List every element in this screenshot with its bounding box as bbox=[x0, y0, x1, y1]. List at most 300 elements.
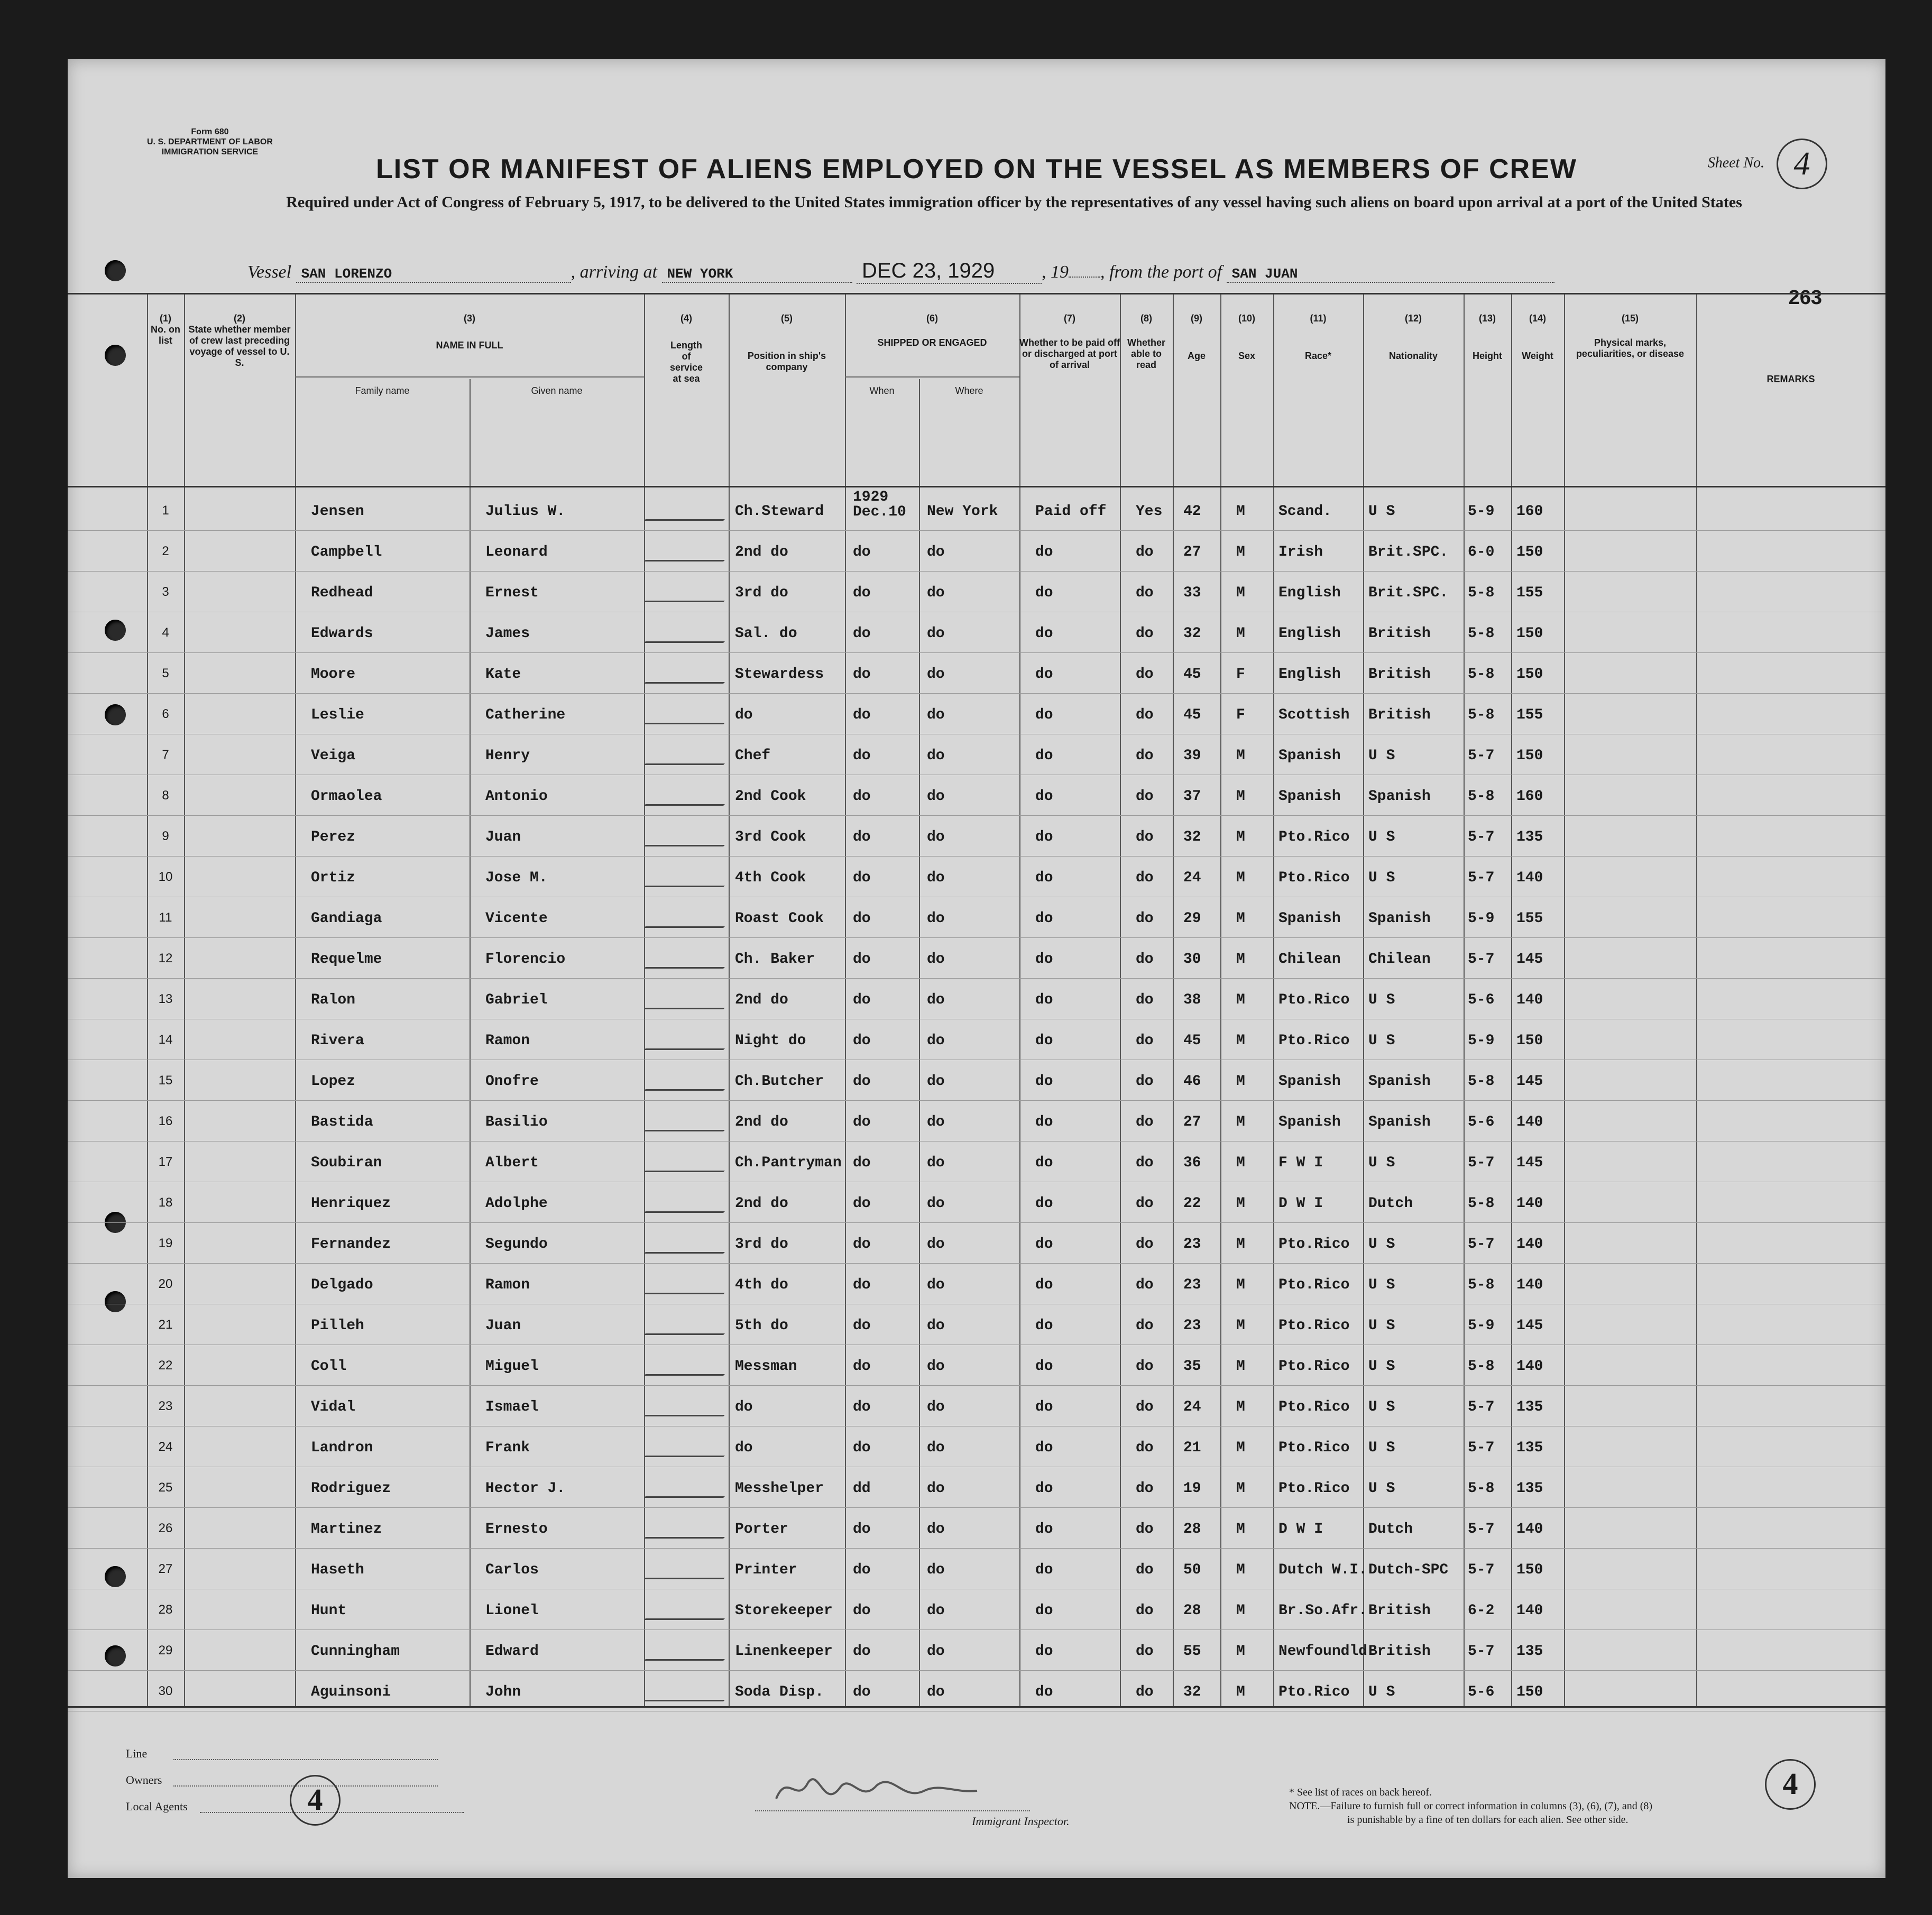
header-family-name: Family name bbox=[355, 385, 410, 396]
nationality: U S bbox=[1368, 1318, 1395, 1334]
race: Irish bbox=[1278, 544, 1323, 560]
height: 5-8 bbox=[1468, 585, 1495, 601]
sex: M bbox=[1236, 1195, 1245, 1212]
height: 5-8 bbox=[1468, 1073, 1495, 1090]
weight: 155 bbox=[1516, 707, 1543, 723]
row-rule bbox=[68, 1548, 1885, 1549]
height: 5-9 bbox=[1468, 1033, 1495, 1049]
given-name: Miguel bbox=[485, 1358, 539, 1375]
row-rule bbox=[68, 530, 1885, 531]
shipped-when: do bbox=[853, 1358, 871, 1375]
able-to-read: do bbox=[1136, 1033, 1154, 1049]
age: 39 bbox=[1183, 748, 1201, 764]
paid-off: do bbox=[1035, 1684, 1053, 1700]
given-name: Carlos bbox=[485, 1562, 539, 1578]
header-col-8: (8) Whether able to read bbox=[1127, 313, 1165, 370]
race: D W I bbox=[1278, 1521, 1323, 1537]
stamp-left: 4 bbox=[290, 1775, 341, 1826]
weight: 145 bbox=[1516, 1073, 1543, 1090]
paid-off: do bbox=[1035, 1358, 1053, 1375]
weight: 140 bbox=[1516, 1358, 1543, 1375]
nationality: Brit.SPC. bbox=[1368, 585, 1449, 601]
vessel-name: SAN LORENZO bbox=[296, 266, 571, 283]
nationality: Dutch bbox=[1368, 1521, 1413, 1537]
height: 5-8 bbox=[1468, 707, 1495, 723]
shipped-when: do bbox=[853, 1684, 871, 1700]
position: Night do bbox=[735, 1033, 806, 1049]
weight: 150 bbox=[1516, 625, 1543, 642]
given-name: Florencio bbox=[485, 951, 566, 968]
arriving-label: , arriving at bbox=[571, 262, 657, 282]
shipped-where: do bbox=[927, 910, 945, 927]
able-to-read: do bbox=[1136, 1073, 1154, 1090]
column-divider bbox=[1363, 294, 1364, 1706]
position: Storekeeper bbox=[735, 1603, 833, 1619]
sex: M bbox=[1236, 910, 1245, 927]
age: 24 bbox=[1183, 1399, 1201, 1415]
family-name: Rivera bbox=[311, 1033, 364, 1049]
row-rule bbox=[68, 815, 1885, 816]
manifest-sheet bbox=[68, 59, 1885, 1878]
shipped-when: do bbox=[853, 1033, 871, 1049]
given-name: Ramon bbox=[485, 1277, 530, 1293]
shipped-when: dd bbox=[853, 1480, 871, 1497]
service-name: IMMIGRATION SERVICE bbox=[161, 148, 259, 156]
row-number: 24 bbox=[158, 1440, 173, 1454]
row-rule bbox=[68, 1670, 1885, 1671]
row-number: 10 bbox=[158, 870, 173, 884]
nationality: Brit.SPC. bbox=[1368, 544, 1449, 560]
age: 22 bbox=[1183, 1195, 1201, 1212]
row-number: 16 bbox=[158, 1114, 173, 1128]
owners-label: Owners bbox=[126, 1773, 162, 1787]
row-rule bbox=[68, 1629, 1885, 1630]
able-to-read: Yes bbox=[1136, 503, 1163, 520]
header-remarks: REMARKS bbox=[1767, 374, 1815, 384]
column-divider bbox=[1464, 294, 1465, 1706]
shipped-where: do bbox=[927, 829, 945, 845]
subheader-rule bbox=[295, 376, 644, 378]
height: 5-8 bbox=[1468, 788, 1495, 805]
paid-off: do bbox=[1035, 544, 1053, 560]
height: 5-7 bbox=[1468, 1521, 1495, 1537]
paid-off: do bbox=[1035, 1643, 1053, 1660]
shipped-when: do bbox=[853, 951, 871, 968]
vessel-line bbox=[247, 259, 1554, 284]
column-divider bbox=[644, 294, 645, 1706]
shipped-when: do bbox=[853, 1603, 871, 1619]
age: 29 bbox=[1183, 910, 1201, 927]
position: Messhelper bbox=[735, 1480, 824, 1497]
row-number: 27 bbox=[158, 1562, 173, 1576]
row-number: 30 bbox=[158, 1684, 173, 1698]
sex: M bbox=[1236, 748, 1245, 764]
able-to-read: do bbox=[1136, 707, 1154, 723]
row-number: 12 bbox=[158, 951, 173, 965]
race: Pto.Rico bbox=[1278, 1358, 1350, 1375]
able-to-read: do bbox=[1136, 1358, 1154, 1375]
paid-off: do bbox=[1035, 951, 1053, 968]
shipped-where: do bbox=[927, 625, 945, 642]
sex: M bbox=[1236, 544, 1245, 560]
family-name: Ralon bbox=[311, 992, 356, 1008]
able-to-read: do bbox=[1136, 1480, 1154, 1497]
sex: M bbox=[1236, 992, 1245, 1008]
position: 3rd do bbox=[735, 585, 788, 601]
height: 5-8 bbox=[1468, 1277, 1495, 1293]
race: Pto.Rico bbox=[1278, 992, 1350, 1008]
position: Printer bbox=[735, 1562, 797, 1578]
weight: 135 bbox=[1516, 1440, 1543, 1456]
header-col-6: (6) SHIPPED OR ENGAGED bbox=[877, 313, 987, 348]
weight: 155 bbox=[1516, 910, 1543, 927]
weight: 150 bbox=[1516, 544, 1543, 560]
weight: 145 bbox=[1516, 1318, 1543, 1334]
row-rule bbox=[68, 571, 1885, 572]
position: 4th do bbox=[735, 1277, 788, 1293]
position: 2nd do bbox=[735, 1195, 788, 1212]
position: 4th Cook bbox=[735, 870, 806, 886]
height: 5-7 bbox=[1468, 1155, 1495, 1171]
given-name: Leonard bbox=[485, 544, 548, 560]
position: 5th do bbox=[735, 1318, 788, 1334]
age: 27 bbox=[1183, 1114, 1201, 1130]
row-number: 25 bbox=[158, 1480, 173, 1495]
height: 5-8 bbox=[1468, 625, 1495, 642]
shipped-where: do bbox=[927, 1073, 945, 1090]
row-number: 17 bbox=[158, 1155, 173, 1169]
header-col-7: (7) Whether to be paid off or discharged at port of arrival bbox=[1019, 313, 1120, 370]
shipped-where: do bbox=[927, 1236, 945, 1253]
column-divider bbox=[1696, 294, 1697, 1706]
nationality: U S bbox=[1368, 1440, 1395, 1456]
footnote-penalty-cont: is punishable by a fine of ten dollars for each alien. See other side. bbox=[1347, 1814, 1629, 1826]
age: 23 bbox=[1183, 1277, 1201, 1293]
family-name: Campbell bbox=[311, 544, 382, 560]
family-name: Rodriguez bbox=[311, 1480, 391, 1497]
sex: M bbox=[1236, 870, 1245, 886]
nationality: British bbox=[1368, 666, 1431, 683]
able-to-read: do bbox=[1136, 1399, 1154, 1415]
nationality: Dutch bbox=[1368, 1195, 1413, 1212]
shipped-when: 1929 Dec.10 bbox=[853, 489, 906, 520]
paid-off: do bbox=[1035, 1318, 1053, 1334]
race: Pto.Rico bbox=[1278, 1440, 1350, 1456]
weight: 160 bbox=[1516, 503, 1543, 520]
able-to-read: do bbox=[1136, 1155, 1154, 1171]
position: Messman bbox=[735, 1358, 797, 1375]
nationality: U S bbox=[1368, 1277, 1395, 1293]
race: D W I bbox=[1278, 1195, 1323, 1212]
weight: 135 bbox=[1516, 829, 1543, 845]
row-number: 9 bbox=[162, 829, 169, 843]
row-number: 29 bbox=[158, 1643, 173, 1658]
sex: M bbox=[1236, 1399, 1245, 1415]
family-name: Landron bbox=[311, 1440, 373, 1456]
weight: 145 bbox=[1516, 1155, 1543, 1171]
shipped-where: do bbox=[927, 748, 945, 764]
able-to-read: do bbox=[1136, 544, 1154, 560]
row-number: 23 bbox=[158, 1399, 173, 1413]
position: Linenkeeper bbox=[735, 1643, 833, 1660]
height: 5-6 bbox=[1468, 1684, 1495, 1700]
paid-off: do bbox=[1035, 1195, 1053, 1212]
race: English bbox=[1278, 625, 1341, 642]
race: Newfoundld bbox=[1278, 1643, 1368, 1660]
able-to-read: do bbox=[1136, 1521, 1154, 1537]
race: English bbox=[1278, 585, 1341, 601]
position: Ch.Steward bbox=[735, 503, 824, 520]
family-name: Ortiz bbox=[311, 870, 356, 886]
given-name: Vicente bbox=[485, 910, 548, 927]
paid-off: Paid off bbox=[1035, 503, 1107, 520]
paid-off: do bbox=[1035, 1521, 1053, 1537]
shipped-when: do bbox=[853, 585, 871, 601]
shipped-where: do bbox=[927, 1480, 945, 1497]
shipped-where: do bbox=[927, 1440, 945, 1456]
family-name: Soubiran bbox=[311, 1155, 382, 1171]
sex: M bbox=[1236, 1033, 1245, 1049]
nationality: Spanish bbox=[1368, 788, 1431, 805]
given-name: Segundo bbox=[485, 1236, 548, 1253]
sex: M bbox=[1236, 1684, 1245, 1700]
family-name: Edwards bbox=[311, 625, 373, 642]
position: Stewardess bbox=[735, 666, 824, 683]
given-name: Kate bbox=[485, 666, 521, 683]
row-rule bbox=[68, 652, 1885, 653]
sex: F bbox=[1236, 707, 1245, 723]
position: 2nd Cook bbox=[735, 788, 806, 805]
weight: 140 bbox=[1516, 1277, 1543, 1293]
able-to-read: do bbox=[1136, 910, 1154, 927]
position: Sal. do bbox=[735, 625, 797, 642]
nationality: Spanish bbox=[1368, 910, 1431, 927]
inspector-signature-line bbox=[755, 1810, 1030, 1811]
age: 45 bbox=[1183, 707, 1201, 723]
inspector-label: Immigrant Inspector. bbox=[972, 1815, 1070, 1828]
position: 2nd do bbox=[735, 992, 788, 1008]
row-rule bbox=[68, 978, 1885, 979]
given-name: Frank bbox=[485, 1440, 530, 1456]
height: 5-7 bbox=[1468, 1399, 1495, 1415]
column-divider bbox=[1511, 294, 1512, 1706]
family-name: Fernandez bbox=[311, 1236, 391, 1253]
shipped-when: do bbox=[853, 1318, 871, 1334]
form-number: Form 680 bbox=[191, 127, 229, 136]
given-name: Jose M. bbox=[485, 870, 548, 886]
sheet-label: Sheet No. bbox=[1707, 154, 1764, 171]
column-divider bbox=[295, 294, 296, 1706]
paid-off: do bbox=[1035, 1277, 1053, 1293]
row-number: 28 bbox=[158, 1603, 173, 1617]
race: Pto.Rico bbox=[1278, 1277, 1350, 1293]
position: Roast Cook bbox=[735, 910, 824, 927]
shipped-when: do bbox=[853, 829, 871, 845]
sex: M bbox=[1236, 585, 1245, 601]
given-name: Julius W. bbox=[485, 503, 566, 520]
able-to-read: do bbox=[1136, 951, 1154, 968]
nationality: U S bbox=[1368, 1399, 1395, 1415]
able-to-read: do bbox=[1136, 1195, 1154, 1212]
weight: 140 bbox=[1516, 1236, 1543, 1253]
age: 32 bbox=[1183, 625, 1201, 642]
arrival-port: NEW YORK bbox=[662, 266, 852, 283]
shipped-where: do bbox=[927, 1399, 945, 1415]
row-number: 20 bbox=[158, 1277, 173, 1291]
row-number: 21 bbox=[158, 1318, 173, 1332]
shipped-where: do bbox=[927, 1521, 945, 1537]
page-number: 263 bbox=[1788, 287, 1822, 309]
race: F W I bbox=[1278, 1155, 1323, 1171]
shipped-where: do bbox=[927, 1155, 945, 1171]
paid-off: do bbox=[1035, 788, 1053, 805]
paid-off: do bbox=[1035, 1114, 1053, 1130]
family-name: Redhead bbox=[311, 585, 373, 601]
sex: M bbox=[1236, 1155, 1245, 1171]
header-bottom-rule bbox=[68, 486, 1885, 487]
age: 21 bbox=[1183, 1440, 1201, 1456]
weight: 150 bbox=[1516, 1033, 1543, 1049]
race: Pto.Rico bbox=[1278, 829, 1350, 845]
able-to-read: do bbox=[1136, 1318, 1154, 1334]
form-identifier bbox=[147, 127, 273, 157]
sex: M bbox=[1236, 503, 1245, 520]
age: 42 bbox=[1183, 503, 1201, 520]
height: 5-7 bbox=[1468, 1440, 1495, 1456]
footnote-penalty: NOTE.—Failure to furnish full or correct information in columns (3), (6), (7), and (8) bbox=[1289, 1800, 1653, 1812]
race: Pto.Rico bbox=[1278, 1684, 1350, 1700]
family-name: Perez bbox=[311, 829, 356, 845]
shipped-when: do bbox=[853, 1562, 871, 1578]
row-number: 1 bbox=[162, 503, 169, 518]
race: Spanish bbox=[1278, 788, 1341, 805]
shipped-where: do bbox=[927, 1643, 945, 1660]
race: Chilean bbox=[1278, 951, 1341, 968]
height: 6-2 bbox=[1468, 1603, 1495, 1619]
header-col-4: (4) Length of service at sea bbox=[669, 313, 703, 384]
able-to-read: do bbox=[1136, 1277, 1154, 1293]
sex: M bbox=[1236, 1114, 1245, 1130]
crew-table bbox=[68, 293, 1885, 1708]
shipped-where: do bbox=[927, 585, 945, 601]
weight: 140 bbox=[1516, 870, 1543, 886]
family-name: Coll bbox=[311, 1358, 347, 1375]
position: 2nd do bbox=[735, 1114, 788, 1130]
height: 5-7 bbox=[1468, 951, 1495, 968]
paid-off: do bbox=[1035, 1033, 1053, 1049]
given-name: Basilio bbox=[485, 1114, 548, 1130]
able-to-read: do bbox=[1136, 1562, 1154, 1578]
given-name: James bbox=[485, 625, 530, 642]
position: do bbox=[735, 707, 753, 723]
nationality: British bbox=[1368, 1643, 1431, 1660]
paid-off: do bbox=[1035, 1603, 1053, 1619]
sex: M bbox=[1236, 1521, 1245, 1537]
weight: 140 bbox=[1516, 1603, 1543, 1619]
race: Br.So.Afr. bbox=[1278, 1603, 1368, 1619]
shipped-when: do bbox=[853, 1114, 871, 1130]
row-number: 5 bbox=[162, 666, 169, 680]
year-label: , 19 bbox=[1042, 262, 1069, 282]
height: 5-7 bbox=[1468, 748, 1495, 764]
document-title: LIST OR MANIFEST OF ALIENS EMPLOYED ON THE VESSEL AS MEMBERS OF CREW bbox=[376, 154, 1577, 185]
weight: 160 bbox=[1516, 788, 1543, 805]
position: Soda Disp. bbox=[735, 1684, 824, 1700]
given-name: Ismael bbox=[485, 1399, 539, 1415]
nationality: U S bbox=[1368, 748, 1395, 764]
family-name: Martinez bbox=[311, 1521, 382, 1537]
nationality: U S bbox=[1368, 1480, 1395, 1497]
age: 32 bbox=[1183, 829, 1201, 845]
weight: 150 bbox=[1516, 748, 1543, 764]
shipped-when: do bbox=[853, 870, 871, 886]
header-col-15: (15) Physical marks, peculiarities, or disease bbox=[1576, 313, 1685, 359]
column-divider bbox=[1173, 294, 1174, 1706]
able-to-read: do bbox=[1136, 625, 1154, 642]
paid-off: do bbox=[1035, 910, 1053, 927]
race: Pto.Rico bbox=[1278, 870, 1350, 886]
given-name: Catherine bbox=[485, 707, 566, 723]
paid-off: do bbox=[1035, 1562, 1053, 1578]
age: 38 bbox=[1183, 992, 1201, 1008]
given-name: Edward bbox=[485, 1643, 539, 1660]
row-number: 18 bbox=[158, 1195, 173, 1210]
paid-off: do bbox=[1035, 829, 1053, 845]
age: 24 bbox=[1183, 870, 1201, 886]
sex: F bbox=[1236, 666, 1245, 683]
age: 55 bbox=[1183, 1643, 1201, 1660]
family-name: Delgado bbox=[311, 1277, 373, 1293]
age: 45 bbox=[1183, 1033, 1201, 1049]
family-name: Aguinsoni bbox=[311, 1684, 391, 1700]
sex: M bbox=[1236, 1562, 1245, 1578]
row-rule bbox=[68, 1100, 1885, 1101]
able-to-read: do bbox=[1136, 1643, 1154, 1660]
shipped-where: do bbox=[927, 992, 945, 1008]
height: 5-7 bbox=[1468, 829, 1495, 845]
header-col-10: (10) Sex bbox=[1238, 313, 1256, 361]
paid-off: do bbox=[1035, 585, 1053, 601]
family-name: Ormaolea bbox=[311, 788, 382, 805]
shipped-where: do bbox=[927, 870, 945, 886]
shipped-where: do bbox=[927, 1562, 945, 1578]
shipped-when: do bbox=[853, 544, 871, 560]
row-number: 4 bbox=[162, 625, 169, 640]
family-name: Gandiaga bbox=[311, 910, 382, 927]
nationality: Spanish bbox=[1368, 1073, 1431, 1090]
height: 5-8 bbox=[1468, 1480, 1495, 1497]
race: Pto.Rico bbox=[1278, 1399, 1350, 1415]
nationality: Chilean bbox=[1368, 951, 1431, 968]
header-col-2: (2) State whether member of crew last preceding voyage of vessel to U. S. bbox=[188, 313, 291, 368]
height: 5-9 bbox=[1468, 503, 1495, 520]
row-rule bbox=[68, 1222, 1885, 1223]
height: 5-8 bbox=[1468, 1195, 1495, 1212]
height: 5-8 bbox=[1468, 1358, 1495, 1375]
given-name: Albert bbox=[485, 1155, 539, 1171]
race: Spanish bbox=[1278, 748, 1341, 764]
header-col-1: (1) No. on list bbox=[151, 313, 180, 346]
nationality: U S bbox=[1368, 829, 1395, 845]
race: Scottish bbox=[1278, 707, 1350, 723]
document-subtitle: Required under Act of Congress of February 5, 1917, to be delivered to the United States immigration officer by the representatives of any vessel having such aliens on board upon arrival at a port of the United States bbox=[286, 194, 1742, 211]
family-name: Veiga bbox=[311, 748, 356, 764]
row-rule bbox=[68, 856, 1885, 857]
sex: M bbox=[1236, 1358, 1245, 1375]
race: Scand. bbox=[1278, 503, 1332, 520]
sheet-number-value: 4 bbox=[1777, 139, 1827, 189]
able-to-read: do bbox=[1136, 748, 1154, 764]
